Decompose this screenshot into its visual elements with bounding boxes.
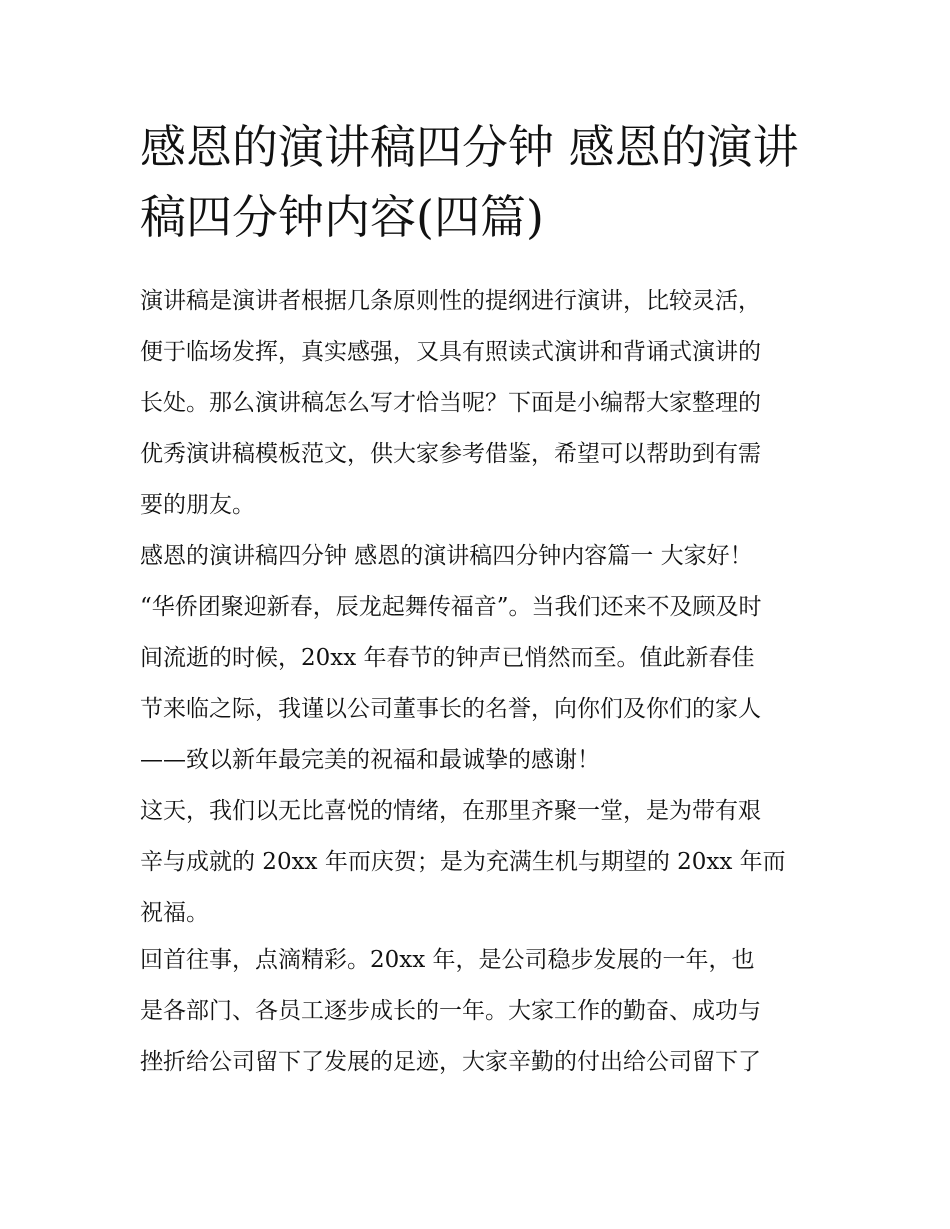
body-line: 挫折给公司留下了发展的足迹，大家辛勤的付出给公司留下了 bbox=[140, 1049, 761, 1075]
body-line: 演讲稿是演讲者根据几条原则性的提纲进行演讲，比较灵活， bbox=[140, 288, 761, 314]
body-line: 感恩的演讲稿四分钟 感恩的演讲稿四分钟内容篇一 大家好！ bbox=[140, 543, 753, 569]
body-line: ——致以新年最完美的祝福和最诚挚的感谢！ bbox=[140, 747, 600, 773]
body-line: 是各部门、各员工逐步成长的一年。大家工作的勤奋、成功与 bbox=[140, 998, 761, 1024]
body-line: “华侨团聚迎新春，辰龙起舞传福音”。当我们还来不及顾及时 bbox=[140, 594, 762, 620]
document-title: 感恩的演讲稿四分钟 感恩的演讲稿四分钟内容(四篇) bbox=[140, 120, 799, 244]
body-line: 这天，我们以无比喜悦的情绪，在那里齐聚一堂，是为带有艰 bbox=[140, 798, 761, 824]
body-line: 祝福。 bbox=[140, 900, 209, 926]
body-line: 长处。那么演讲稿怎么写才恰当呢？下面是小编帮大家整理的 bbox=[140, 390, 761, 416]
body-line: 辛与成就的 20xx 年而庆贺；是为充满生机与期望的 20xx 年而 bbox=[140, 849, 786, 875]
body-line: 优秀演讲稿模板范文，供大家参考借鉴，希望可以帮助到有需 bbox=[140, 441, 761, 467]
body-line: 回首往事，点滴精彩。20xx 年，是公司稳步发展的一年，也 bbox=[140, 947, 755, 973]
body-line: 要的朋友。 bbox=[140, 492, 255, 518]
body-line: 便于临场发挥，真实感强，又具有照读式演讲和背诵式演讲的 bbox=[140, 339, 761, 365]
body-line: 间流逝的时候，20xx 年春节的钟声已悄然而至。值此新春佳 bbox=[140, 645, 755, 671]
body-line: 节来临之际，我谨以公司董事长的名誉，向你们及你们的家人 bbox=[140, 696, 761, 722]
